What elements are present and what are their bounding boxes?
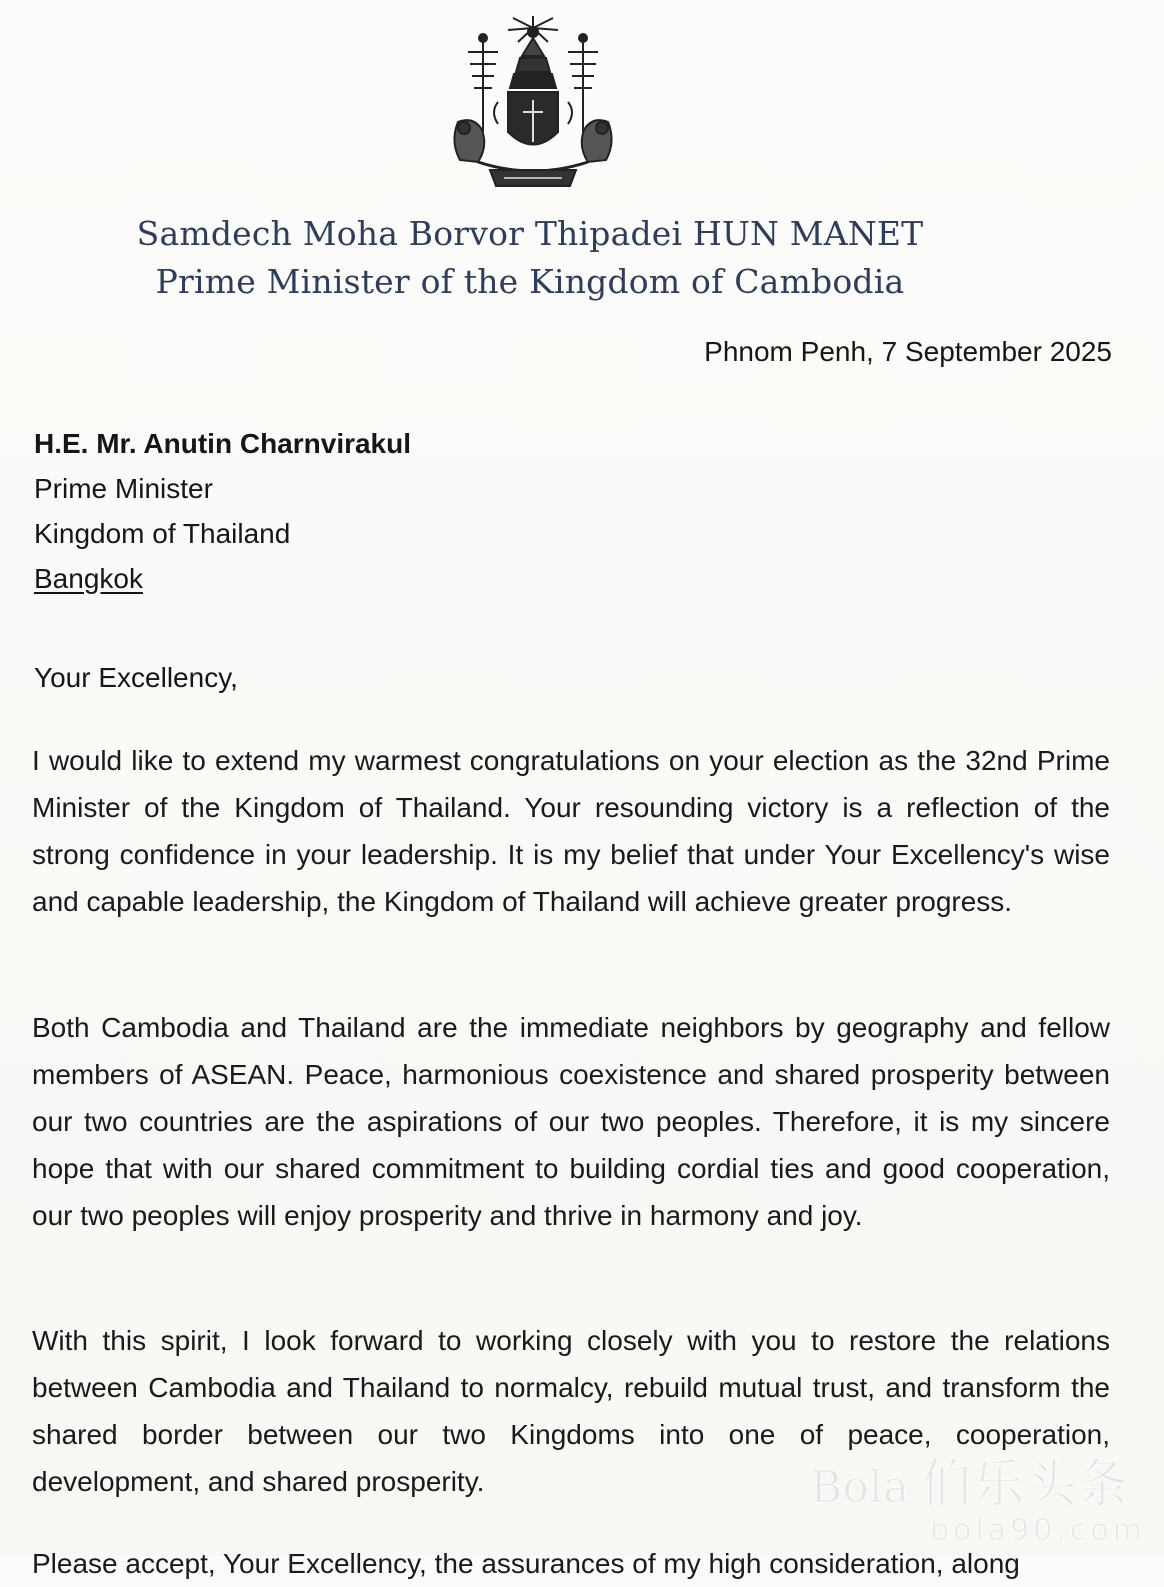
recipient-city: Bangkok [34,563,143,594]
recipient-country: Kingdom of Thailand [34,518,291,549]
royal-arms-crest-icon [438,12,628,192]
body-paragraph: I would like to extend my warmest congratulations on your election as the 32nd Prime Minister of the Kingdom of Thailand. Your resounding victory is a reflection of the strong confidence in your leadership. It is my belief that under Your Excellency's wise and capable leadership, the Kingdom of Thailand will achieve greater progress. [32,745,1110,917]
salutation: Your Excellency, [34,662,238,693]
recipient-name: H.E. Mr. Anutin Charnvirakul [34,428,412,459]
body-paragraph: With this spirit, I look forward to working closely with you to restore the relations between Cambodia and Thailand to normalcy, rebuild mutual trust, and transform the shared border between our two Kingdoms into one of peace, cooperation, development, and shared prosperity. [32,1325,1110,1497]
body-paragraph: Both Cambodia and Thailand are the immediate neighbors by geography and fellow members of ASEAN. Peace, harmonious coexistence and shared prosperity between our two countries are the aspirations of our two peoples. Therefore, it is my sincere hope that with our shared commitment to building cordial ties and good cooperation, our two peoples will enjoy prosperity and thrive in harmony and joy. [32,1012,1110,1231]
svg-text:伯乐头条: 伯乐头条 [920,1455,1129,1515]
sender-name: Samdech Moha Borvor Thipadei HUN MANET [136,214,924,253]
svg-text:bola90.com: bola90.com [930,1513,1146,1548]
date-line: Phnom Penh, 7 September 2025 [704,336,1112,367]
closing-paragraph: Please accept, Your Excellency, the assurances of my high consideration, along [32,1548,1020,1579]
sender-title: Prime Minister of the Kingdom of Cambodia [155,262,905,301]
bola-watermark-logo [800,1440,1160,1550]
svg-text:Bola: Bola [810,1462,910,1513]
recipient-title: Prime Minister [34,473,213,504]
